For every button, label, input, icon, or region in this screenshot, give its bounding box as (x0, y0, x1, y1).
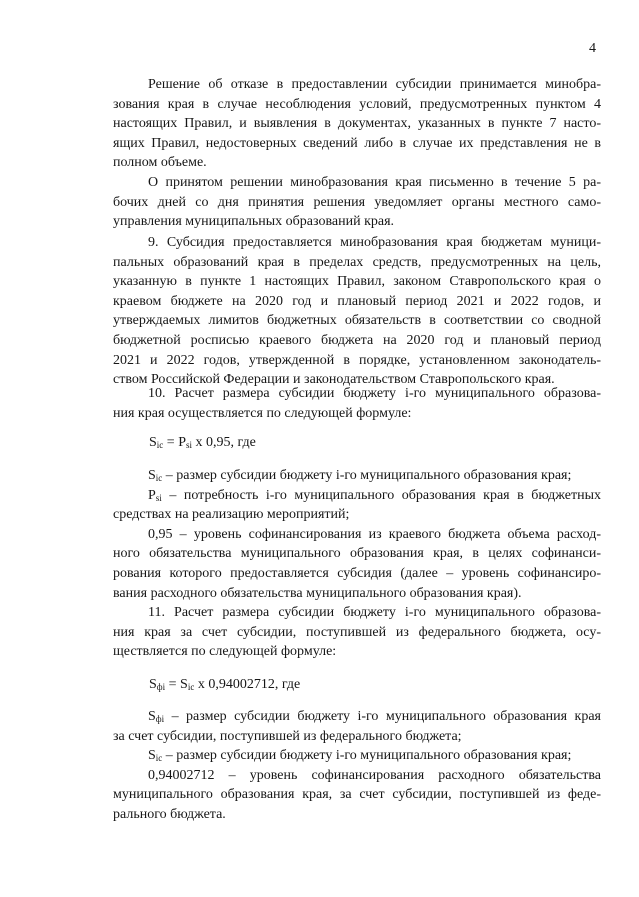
text-line: ществляется по следующей формуле: (113, 644, 337, 660)
text-line: 9. Субсидия предоставляется минобразования края бюджетам муници- (148, 235, 601, 250)
text-line: 10. Расчет размера субсидии бюджету i-го муниципального образова- (148, 386, 601, 401)
paragraph-refusal (113, 75, 601, 173)
text-line: средствах на реализацию мероприятий; (113, 507, 350, 523)
text-line: полном объеме. (113, 155, 207, 171)
text-line: 2021 и 2022 годов, утвержденной в порядке, установленном законодатель- (113, 352, 601, 368)
text-line: ящих Правил, недостоверных сведений либо в случае их представления не в (113, 135, 601, 151)
formula-subsidy: $S_{ic} = P_{si}$ x 0,95, где (149, 435, 256, 450)
page-number: 4 (589, 41, 596, 56)
definition-sfi: $S_{фi}$ – размер субсидии бюджету i-го муниципального образования края (148, 709, 601, 724)
text-line: за счет субсидии, поступившей из федерального бюджета; (113, 728, 462, 744)
text-line: рального бюджета. (113, 806, 226, 822)
formula-federal-subsidy: $S_{фi} = S_{ic}$ x 0,94002712, где (149, 677, 301, 692)
paragraph-9 (113, 233, 601, 390)
definitions-formula-1 (113, 466, 601, 603)
text-line: краевом бюджете на 2020 год и плановый период 2021 и 2022 годов, и (113, 293, 601, 309)
text-line: ния края осуществляется по следующей формуле: (113, 405, 412, 421)
text-line: зования края в случае несоблюдения условий, предусмотренных пунктом 4 (113, 96, 601, 112)
text-line: вания расходного обязательства муниципального образования края). (113, 585, 522, 601)
text-line: указанную в пункте 1 настоящих Правил, законом Ставропольского края о (113, 274, 601, 290)
text-line: рования которого предоставляется субсидия (далее – уровень софинансиро- (113, 565, 601, 581)
text-line: утверждаемых лимитов бюджетных обязательств в соответствии со сводной (113, 313, 601, 329)
text-line: пальных образований края в пределах средств, предусмотренных на цель, (113, 254, 601, 270)
text-line: управления муниципальных образований края. (113, 214, 395, 230)
paragraph-11 (113, 603, 601, 662)
text-line: ством Российской Федерации и законодательством Ставропольского края. (113, 372, 555, 388)
text-line: 0,95 – уровень софинансирования из краевого бюджета объема расход- (148, 526, 601, 542)
definition-psi: $P_{si}$ – потребность i-го муниципального образования края в бюджетных (148, 487, 601, 503)
text-line: ния края за счет субсидии, поступившей из федерального бюджета, осу- (113, 624, 601, 640)
text-line: настоящих Правил, и выявления в документах, указанных в пункте 7 насто- (113, 116, 601, 132)
paragraph-notification (113, 173, 601, 232)
text-line: 11. Расчет размера субсидии бюджету i-го муниципального образова- (148, 605, 601, 620)
text-line: 0,94002712 – уровень софинансирования расходного обязательства (148, 767, 601, 783)
definitions-formula-2 (113, 707, 601, 825)
text-line: Решение об отказе в предоставлении субсидии принимается минобра- (148, 77, 601, 92)
definition-sic: $S_{ic}$ – размер субсидии бюджету i-го муниципального образования края; (148, 468, 572, 483)
text-line: ного обязательства муниципального образования края, в целях софинанси- (113, 546, 601, 562)
definition-sic: $S_{ic}$ – размер субсидии бюджету i-го муниципального образования края; (148, 748, 572, 764)
text-line: бочих дней со дня принятия решения уведомляет органы местного само- (113, 194, 601, 210)
text-line: бюджетной росписью краевого бюджета на 2020 год и плановый период (113, 332, 601, 348)
paragraph-10 (113, 384, 601, 423)
text-line: О принятом решении минобразования края письменно в течение 5 ра- (148, 175, 601, 190)
text-line: муниципального образования края, за счет субсидии, поступившей из феде- (113, 787, 601, 803)
